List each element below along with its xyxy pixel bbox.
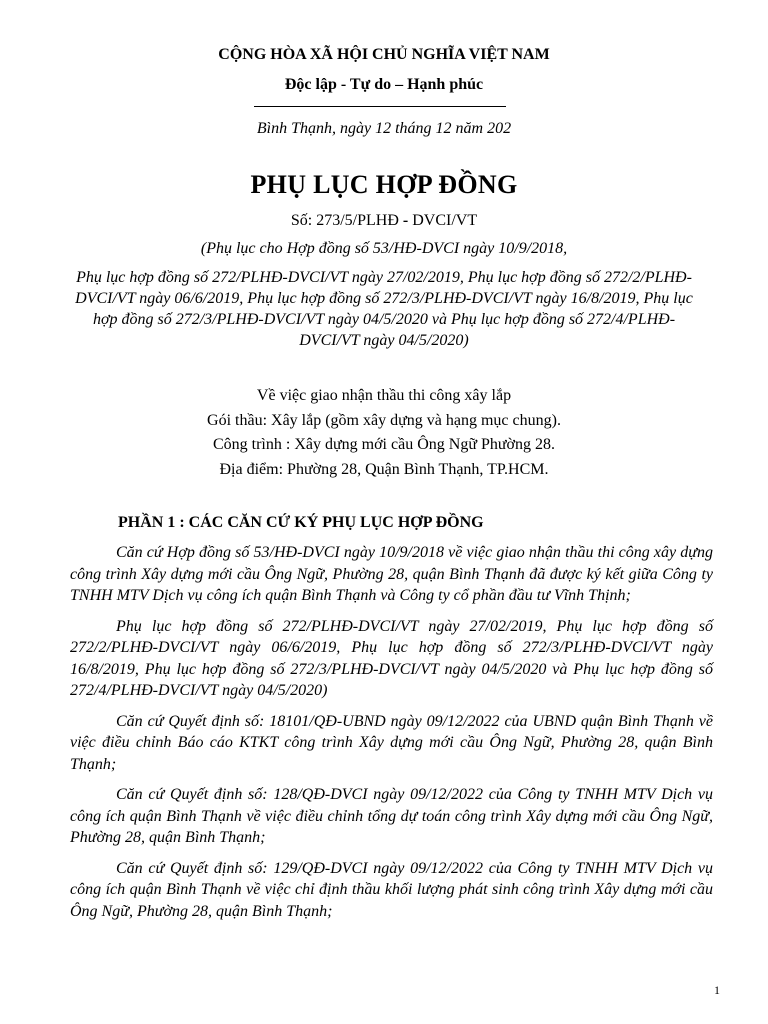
place-date: Bình Thạnh, ngày 12 tháng 12 năm 202: [256, 120, 512, 137]
scope-location: Địa điểm: Phường 28, Quận Bình Thạnh, TP.HCM.: [219, 460, 549, 478]
paragraph-decision-129: Căn cứ Quyết định số: 129/QĐ-DVCI ngày 09/12/2022 của Công ty TNHH MTV Dịch vụ công ích quận Bình Thạnh về việc chỉ định thầu khối lượng phát sinh công trình Xây dựng mới cầu Ông Ngữ, Phường 28, quận Bình Thạnh;: [70, 859, 713, 920]
document-number-suffix: DVCI/VT: [412, 212, 478, 229]
document-number-prefix: Số: 273/5/PLHĐ: [290, 212, 399, 229]
scope-subject: Về việc giao nhận thầu thi công xây lắp: [256, 387, 512, 404]
document-number-separator: -: [398, 212, 413, 229]
document-title: PHỤ LỤC HỢP ĐỒNG: [250, 170, 518, 199]
paragraph-contract-basis: Căn cứ Hợp đồng số 53/HĐ-DVCI ngày 10/9/2018 về việc giao nhận thầu thi công xây dựng công trình Xây dựng mới cầu Ông Ngữ, Phường 28, quận Bình Thạnh đã được ký kết giữa Công ty TNHH MTV Dịch vụ công ích quận Bình Thạnh và Công ty cổ phần đầu tư Vĩnh Thịnh;: [70, 544, 713, 604]
national-motto: Độc lập - Tự do – Hạnh phúc: [284, 76, 484, 93]
section-1-body: [70, 542, 713, 931]
reference-appendices: Phụ lục hợp đồng số 272/PLHĐ-DVCI/VT ngày 27/02/2019, Phụ lục hợp đồng số 272/2/PLHĐ-DVCI/VT ngày 06/6/2019, Phụ lục hợp đồng số 272/3/PLHĐ-DVCI/VT ngày 16/8/2019, Phụ lục hợp đồng số 272/3/PLHĐ-DVCI/VT ngày 04/5/2020 và Phụ lục hợp đồng số 272/4/PLHĐ-DVCI/VT ngày 04/5/2020): [75, 269, 693, 349]
document-number: [0, 212, 768, 230]
references-block: [70, 238, 698, 359]
reference-main-contract: (Phụ lục cho Hợp đồng số 53/HĐ-DVCI ngày 10/9/2018,: [200, 240, 568, 257]
motto-underline: [254, 106, 506, 107]
nation-heading: CỘNG HÒA XÃ HỘI CHỦ NGHĨA VIỆT NAM: [218, 46, 550, 63]
scope-package: Gói thầu: Xây lắp (gồm xây dựng và hạng mục chung).: [207, 411, 561, 429]
scope-project: Công trình : Xây dựng mới cầu Ông Ngữ Phường 28.: [212, 436, 556, 453]
paragraph-decision-18101: Căn cứ Quyết định số: 18101/QĐ-UBND ngày 09/12/2022 của UBND quận Bình Thạnh về việc điều chỉnh Báo cáo KTKT công trình Xây dựng mới cầu Ông Ngữ, Phường 28, quận Bình Thạnh;: [70, 712, 713, 773]
paragraph-decision-128: Căn cứ Quyết định số: 128/QĐ-DVCI ngày 09/12/2022 của Công ty TNHH MTV Dịch vụ công ích quận Bình Thạnh về việc điều chỉnh tổng dự toán công trình Xây dựng mới cầu Ông Ngữ, Phường 28, quận Bình Thạnh;: [70, 786, 713, 846]
scope-block: [0, 384, 768, 482]
page-number: 1: [714, 983, 720, 997]
section-1-heading: PHẦN 1 : CÁC CĂN CỨ KÝ PHỤ LỤC HỢP ĐỒNG: [118, 514, 484, 531]
paragraph-appendices: Phụ lục hợp đồng số 272/PLHĐ-DVCI/VT ngày 27/02/2019, Phụ lục hợp đồng số 272/2/PLHĐ-DVCI/VT ngày 06/6/2019, Phụ lục hợp đồng số 272/3/PLHĐ-DVCI/VT ngày 16/8/2019, Phụ lục hợp đồng số 272/3/PLHĐ-DVCI/VT ngày 04/5/2020 và Phụ lục hợp đồng số 272/4/PLHĐ-DVCI/VT ngày 04/5/2020): [70, 617, 713, 699]
